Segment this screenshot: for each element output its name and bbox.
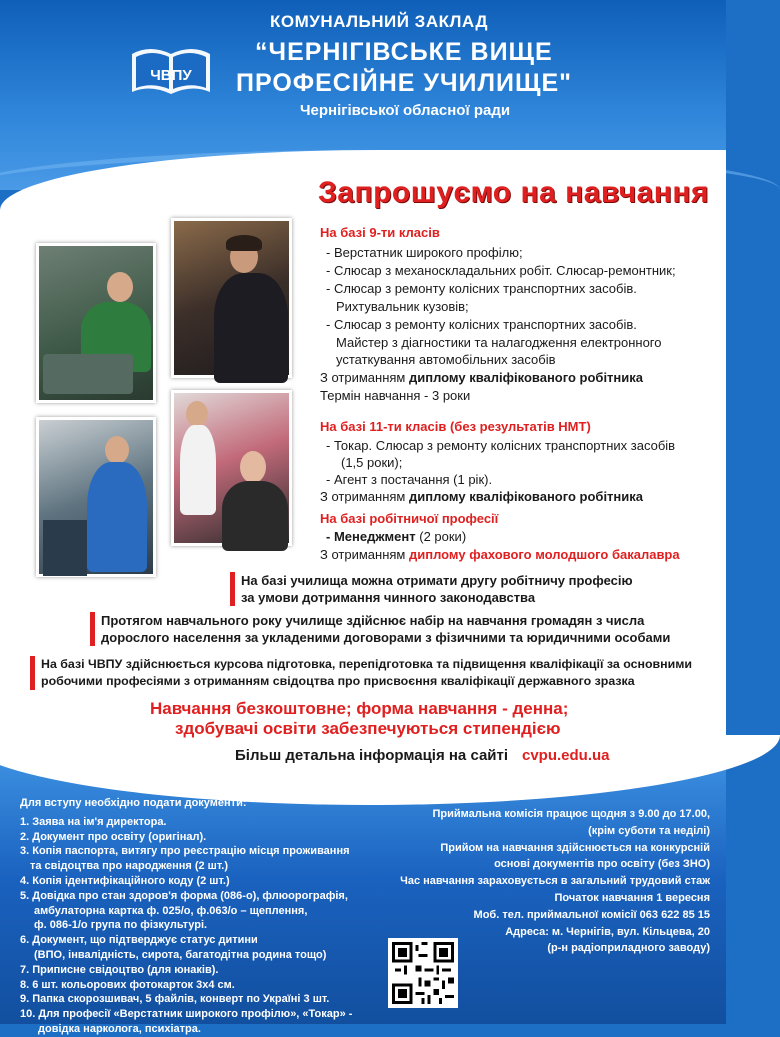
section-11-item: (1,5 роки); [341, 455, 403, 470]
free-education-line-2: здобувачі освіти забезпечуються стипендією [175, 719, 561, 738]
more-info-text: Більш детальна інформація на сайті [235, 747, 509, 764]
documents-list [20, 796, 352, 1037]
admission-line: Адреса: м. Чернігів, вул. Кільцева, 20 [505, 925, 710, 938]
section-9-item: - Верстатник широкого профілю; [326, 245, 523, 260]
section-9-diploma [320, 369, 643, 386]
document-item: 8. 6 шт. кольорових фотокарток 3х4 см. [20, 978, 235, 991]
diploma-type: диплому фахового молодшого бакалавра [408, 547, 680, 562]
note-line: На базі училища можна отримати другу робітничу професію [241, 573, 633, 588]
qr-code-icon[interactable] [388, 938, 458, 1008]
document-item: 6. Документ, що підтверджує статус дитини [20, 934, 258, 947]
section-work-title: На базі робітничої професії [320, 511, 499, 526]
section-9-item: - Слюсар з ремонту колісних транспортних засобів. [326, 317, 637, 332]
document-item: ф. 086-1/о група по фізкультурі. [34, 919, 208, 932]
header-line-2: “ЧЕРНІГІВСЬКЕ ВИЩЕ [255, 38, 553, 66]
section-11-diploma [320, 488, 643, 505]
header-line-3: ПРОФЕСІЙНЕ УЧИЛИЩЕ" [236, 69, 573, 97]
admission-line: (р-н радіоприладного заводу) [547, 942, 710, 955]
header-line-1: КОМУНАЛЬНИЙ ЗАКЛАД [270, 12, 488, 31]
section-9-item: - Слюсар з ремонту колісних транспортних засобів. [326, 281, 637, 296]
document-item: 4. Копія ідентифікаційного коду (2 шт.) [20, 874, 230, 887]
document-item: та свідоцтва про народження (2 шт.) [30, 860, 228, 873]
photo-student-workbench [171, 218, 292, 378]
header-line-4: Чернігівської обласної ради [300, 102, 511, 119]
document-item: 5. Довідка про стан здоров'я форма (086-о), флюорографія, [20, 889, 348, 902]
admission-line: Прийом на навчання здійснюється на конкурсній [440, 841, 710, 854]
diploma-prefix: З отриманням [320, 370, 409, 385]
note-second-profession [230, 572, 633, 606]
note-adult-enrollment [90, 612, 670, 646]
section-9-item: устаткування автомобільних засобів [336, 352, 556, 367]
section-9-item: Рихтувальник кузовів; [336, 299, 469, 314]
admission-line: (крім суботи та неділі) [588, 824, 710, 837]
section-9-title: На базі 9-ти класів [320, 225, 440, 240]
document-item: 3. Копія паспорта, витягу про реєстрацію місця проживання [20, 845, 350, 858]
admission-line: Приймальна комісія працює щодня з 9.00 до 17.00, [432, 808, 710, 820]
diploma-prefix: З отриманням [320, 547, 409, 562]
document-item: 2. Документ про освіту (оригінал). [20, 830, 207, 843]
admission-line: Моб. тел. приймальної комісії 063 622 85 15 [473, 908, 710, 921]
section-11-item: - Агент з постачання (1 рік). [326, 472, 493, 487]
document-item: (ВПО, інвалідність, сирота, багатодітна родина тощо) [34, 948, 327, 961]
section-9-term: Термін навчання - 3 роки [320, 388, 471, 403]
logo-text: ЧВПУ [150, 67, 192, 84]
section-work-diploma [320, 546, 680, 563]
note-line: Протягом навчального року училище здійснює набір на навчання громадян з числа [101, 613, 645, 628]
photo-student-lathe [36, 243, 156, 403]
document-item: довідка нарколога, психіатра. [38, 1022, 201, 1035]
document-item: амбулаторна картка ф. 025/о, ф.063/о – щеплення, [34, 904, 308, 917]
section-9-item: Майстер з діагностики та налагодження електронного [336, 335, 662, 350]
note-line: дорослого населення за укладеними договорами з фізичними та юридичними особами [101, 630, 671, 645]
profession-duration: (2 роки) [415, 529, 467, 544]
section-work-item [326, 528, 466, 545]
note-line: На базі ЧВПУ здійснюється курсова підготовка, перепідготовка та підвищення кваліфікації за основними [41, 657, 693, 671]
college-logo [128, 42, 214, 100]
section-11-title: На базі 11-ти класів (без результатів НМТ) [320, 419, 591, 434]
admission-line: Початок навчання 1 вересня [554, 891, 710, 904]
diploma-prefix: З отриманням [320, 489, 409, 504]
section-11-item: - Токар. Слюсар з ремонту колісних транспортних засобів [326, 438, 676, 453]
admission-info [400, 806, 710, 957]
headline: Запрошуємо на навчання [318, 176, 710, 209]
website-link[interactable]: cvpu.edu.ua [522, 747, 610, 764]
note-line: за умови дотримання чинного законодавства [241, 590, 536, 605]
document-item: 1. Заява на ім'я директора. [20, 815, 167, 828]
profession-name: - Менеджмент [326, 529, 416, 544]
admission-line: основі документів про освіту (без ЗНО) [494, 858, 710, 871]
document-item: 7. Приписне свідоцтво (для юнаків). [20, 963, 219, 976]
diploma-type: диплому кваліфікованого робітника [408, 370, 644, 385]
admission-line: Час навчання зараховується в загальний трудовий стаж [400, 875, 710, 888]
section-9-item: - Слюсар з механоскладальних робіт. Слюсар-ремонтник; [326, 263, 676, 278]
free-education-line-1: Навчання безкоштовне; форма навчання - денна; [150, 699, 569, 718]
note-courses [30, 656, 692, 690]
document-item: 10. Для професії «Верстатник широкого профілю», «Токар» - [20, 1008, 353, 1021]
photo-student-car [36, 417, 156, 577]
diploma-type: диплому кваліфікованого робітника [408, 489, 644, 504]
note-line: робочими професіями з отриманням свідоцтва про присвоєння кваліфікації державного зразка [41, 674, 635, 688]
documents-title: Для вступу необхідно подати документи: [20, 797, 247, 809]
photo-students-office [171, 390, 292, 546]
document-item: 9. Папка скорозшивач, 5 файлів, конверт по Україні 3 шт. [20, 993, 330, 1006]
